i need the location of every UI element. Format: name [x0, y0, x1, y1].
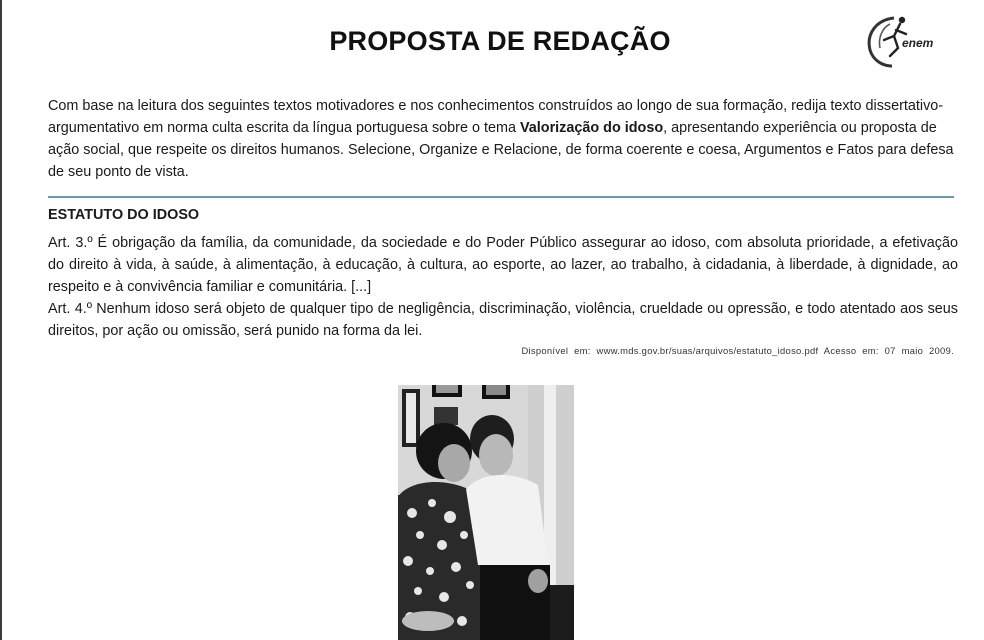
intro-text-end: , apresentando experiência ou proposta de ação social, que respeite os direitos humanos. Selecione, Organize e Relacione, de forma coerente e coesa, Argumentos e Fatos para defesa de seu ponto de vista.: [48, 120, 954, 180]
article-4: Art. 4.º Nenhum idoso será objeto de qualquer tipo de negligência, discriminação, violência, crueldade ou opressão, e todo atentado aos seus direitos, por ação ou omissão, será punido na forma da lei.: [48, 301, 958, 339]
elderly-couple-photo: [398, 385, 574, 640]
section-title: ESTATUTO DO IDOSO: [48, 207, 200, 223]
intro-paragraph: [48, 95, 958, 183]
logo-text: enem: [902, 36, 934, 50]
intro-text-start: Com base na leitura dos seguintes textos motivadores e nos conhecimentos construídos ao longo de sua formação, redija texto dissertativo-argumentativo em norma culta escrita da língua portuguesa sobre o tema: [48, 98, 944, 136]
page-title: PROPOSTA DE REDAÇÃO: [329, 26, 671, 56]
source-citation: Disponível em: www.mds.gov.br/suas/arquivos/estatuto_idoso.pdf Acesso em: 07 maio 2009.: [521, 345, 954, 356]
page-left-border: [0, 0, 2, 640]
articles-block: [48, 232, 958, 342]
section-divider: [48, 196, 954, 198]
intro-theme-bold: Valorização do idoso: [519, 120, 664, 136]
article-3: Art. 3.º É obrigação da família, da comunidade, da sociedade e do Poder Público assegurar ao idoso, com absoluta prioridade, a efetivação do direito à vida, à saúde, à alimentação, à educação, à cultura, ao esporte, ao lazer, ao trabalho, à cidadania, à liberdade, à dignidade, ao respeito e à convivência familiar e comunitária. [...]: [48, 235, 958, 295]
